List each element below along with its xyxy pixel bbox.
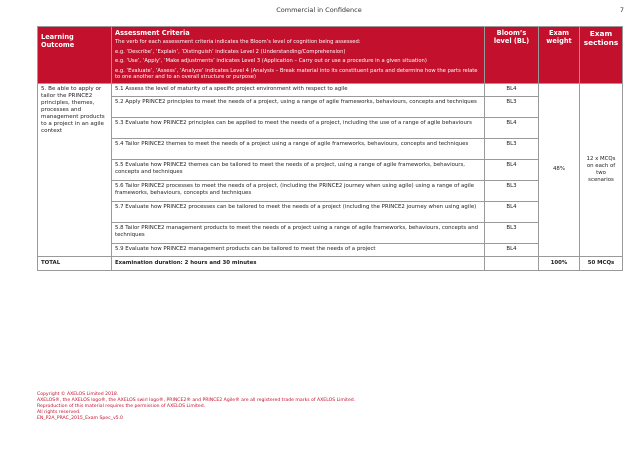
total-weight: 100% [539, 256, 580, 270]
footer-line: EN_P2A_PRAC_2015_Exam Spec_v5.0 [37, 416, 123, 421]
blooms-level-cell: BL4 [485, 201, 539, 222]
table-row [38, 83, 623, 96]
footer-line: Copyright © AXELOS Limited 2018. [37, 392, 119, 397]
table-row [38, 201, 623, 222]
blooms-level-cell: BL4 [485, 83, 539, 96]
blooms-level-cell: BL3 [485, 180, 539, 201]
criteria-note-line: e.g. ‘Evaluate’, ‘Assess’, ‘Analyze’ indicates Level 4 (Analysis – Break material into its constituent parts and determine how the parts relate to one another and to an overall structure or purpose) [115, 67, 478, 81]
total-label: TOTAL [38, 256, 112, 270]
criteria-note-line: e.g. ‘Use’, ‘Apply’, ‘Make adjustments’ indicates Level 3 (Application – Carry out or use a procedure in a given situation) [115, 58, 427, 65]
footer-line: Reproduction of this material requires the permission of AXELOS Limited. [37, 404, 206, 409]
blooms-level-cell: BL4 [485, 159, 539, 180]
blooms-level-cell: BL3 [485, 222, 539, 243]
criteria-cell: 5.9 Evaluate how PRINCE2 management products can be tailored to meet the needs of a project [112, 243, 485, 256]
table-row [38, 180, 623, 201]
header-learning-outcome: Learning Outcome [38, 27, 112, 84]
criteria-cell: 5.7 Evaluate how PRINCE2 processes can be tailored to meet the needs of a project (including the PRINCE2 journey when using agile) [112, 201, 485, 222]
blooms-level-cell: BL4 [485, 243, 539, 256]
header-blooms-level: Bloom’s level (BL) [485, 27, 539, 84]
copyright-footer [37, 392, 355, 422]
table-row [38, 117, 623, 138]
table-header-row [38, 27, 623, 84]
exam-duration: Examination duration: 2 hours and 30 minutes [112, 256, 485, 270]
page-number: 7 [619, 6, 624, 14]
table-row [38, 138, 623, 159]
footer-line: All rights reserved. [37, 410, 81, 415]
criteria-cell: 5.1 Assess the level of maturity of a specific project environment with respect to agile [112, 83, 485, 96]
criteria-cell: 5.4 Tailor PRINCE2 themes to meet the needs of a project using a range of agile frameworks, behaviours, concepts and techniques [112, 138, 485, 159]
table-row [38, 243, 623, 256]
header-assessment-criteria: Assessment Criteria The verb for each assessment criteria indicates the Bloom’s level of cognition being assessed: e.g. ‘Describe’, ‘Explain’, ‘Distinguish’ indicates Level 2 (Understanding/Comprehension) e.g. ‘Use’, ‘Apply’, ‘Make adjustments’ indicates Level 3 (Application – Carry out or use a procedure in a given situation) e.g. ‘Evaluate’, ‘Assess’, ‘Analyze’ indicates Level 4 (Analysis – Break material into its constituent parts and determine how the parts relate to one another and to an overall structure or purpose) [112, 27, 485, 84]
blooms-level-cell: BL3 [485, 138, 539, 159]
total-blooms-empty [485, 256, 539, 270]
blooms-level-cell: BL4 [485, 117, 539, 138]
total-row [38, 256, 623, 270]
exam-sections-cell: 12 x MCQs on each of two scenarios [580, 83, 623, 256]
exam-spec-table [37, 26, 623, 271]
criteria-cell: 5.5 Evaluate how PRINCE2 themes can be tailored to meet the needs of a project, using a range of agile frameworks, behaviours, concepts and techniques [112, 159, 485, 180]
criteria-note-line: e.g. ‘Describe’, ‘Explain’, ‘Distinguish’ indicates Level 2 (Understanding/Comprehension) [115, 48, 346, 55]
table-row [38, 96, 623, 117]
exam-weight-cell: 48% [539, 83, 580, 256]
criteria-cell: 5.6 Tailor PRINCE2 processes to meet the needs of a project, (including the PRINCE2 journey when using agile) using a range of agile frameworks, behaviours, concepts and techniques [112, 180, 485, 201]
criteria-cell: 5.8 Tailor PRINCE2 management products to meet the needs of a project using a range of agile frameworks, behaviours, concepts and techniques [112, 222, 485, 243]
header-exam-sections: Exam sections [580, 27, 623, 84]
criteria-note-line: The verb for each assessment criteria indicates the Bloom’s level of cognition being assessed: [115, 39, 361, 45]
criteria-cell: 5.3 Evaluate how PRINCE2 principles can be applied to meet the needs of a project, including the use of a range of agile behaviours [112, 117, 485, 138]
table-row [38, 222, 623, 243]
learning-outcome-cell: 5. Be able to apply or tailor the PRINCE2 principles, themes, processes and management products to a project in an agile context [38, 83, 112, 256]
footer-line: AXELOS®, the AXELOS logo®, the AXELOS swirl logo®, PRINCE2® and PRINCE2 Agile® are all registered trade marks of AXELOS Limited. [37, 398, 356, 403]
blooms-level-cell: BL3 [485, 96, 539, 117]
document-header-title: Commercial in Confidence [276, 6, 362, 14]
criteria-cell: 5.2 Apply PRINCE2 principles to meet the needs of a project, using a range of agile frameworks, behaviours, concepts and techniques [112, 96, 485, 117]
header-exam-weight: Exam weight [539, 27, 580, 84]
total-sections: 50 MCQs [580, 256, 623, 270]
table-row [38, 159, 623, 180]
